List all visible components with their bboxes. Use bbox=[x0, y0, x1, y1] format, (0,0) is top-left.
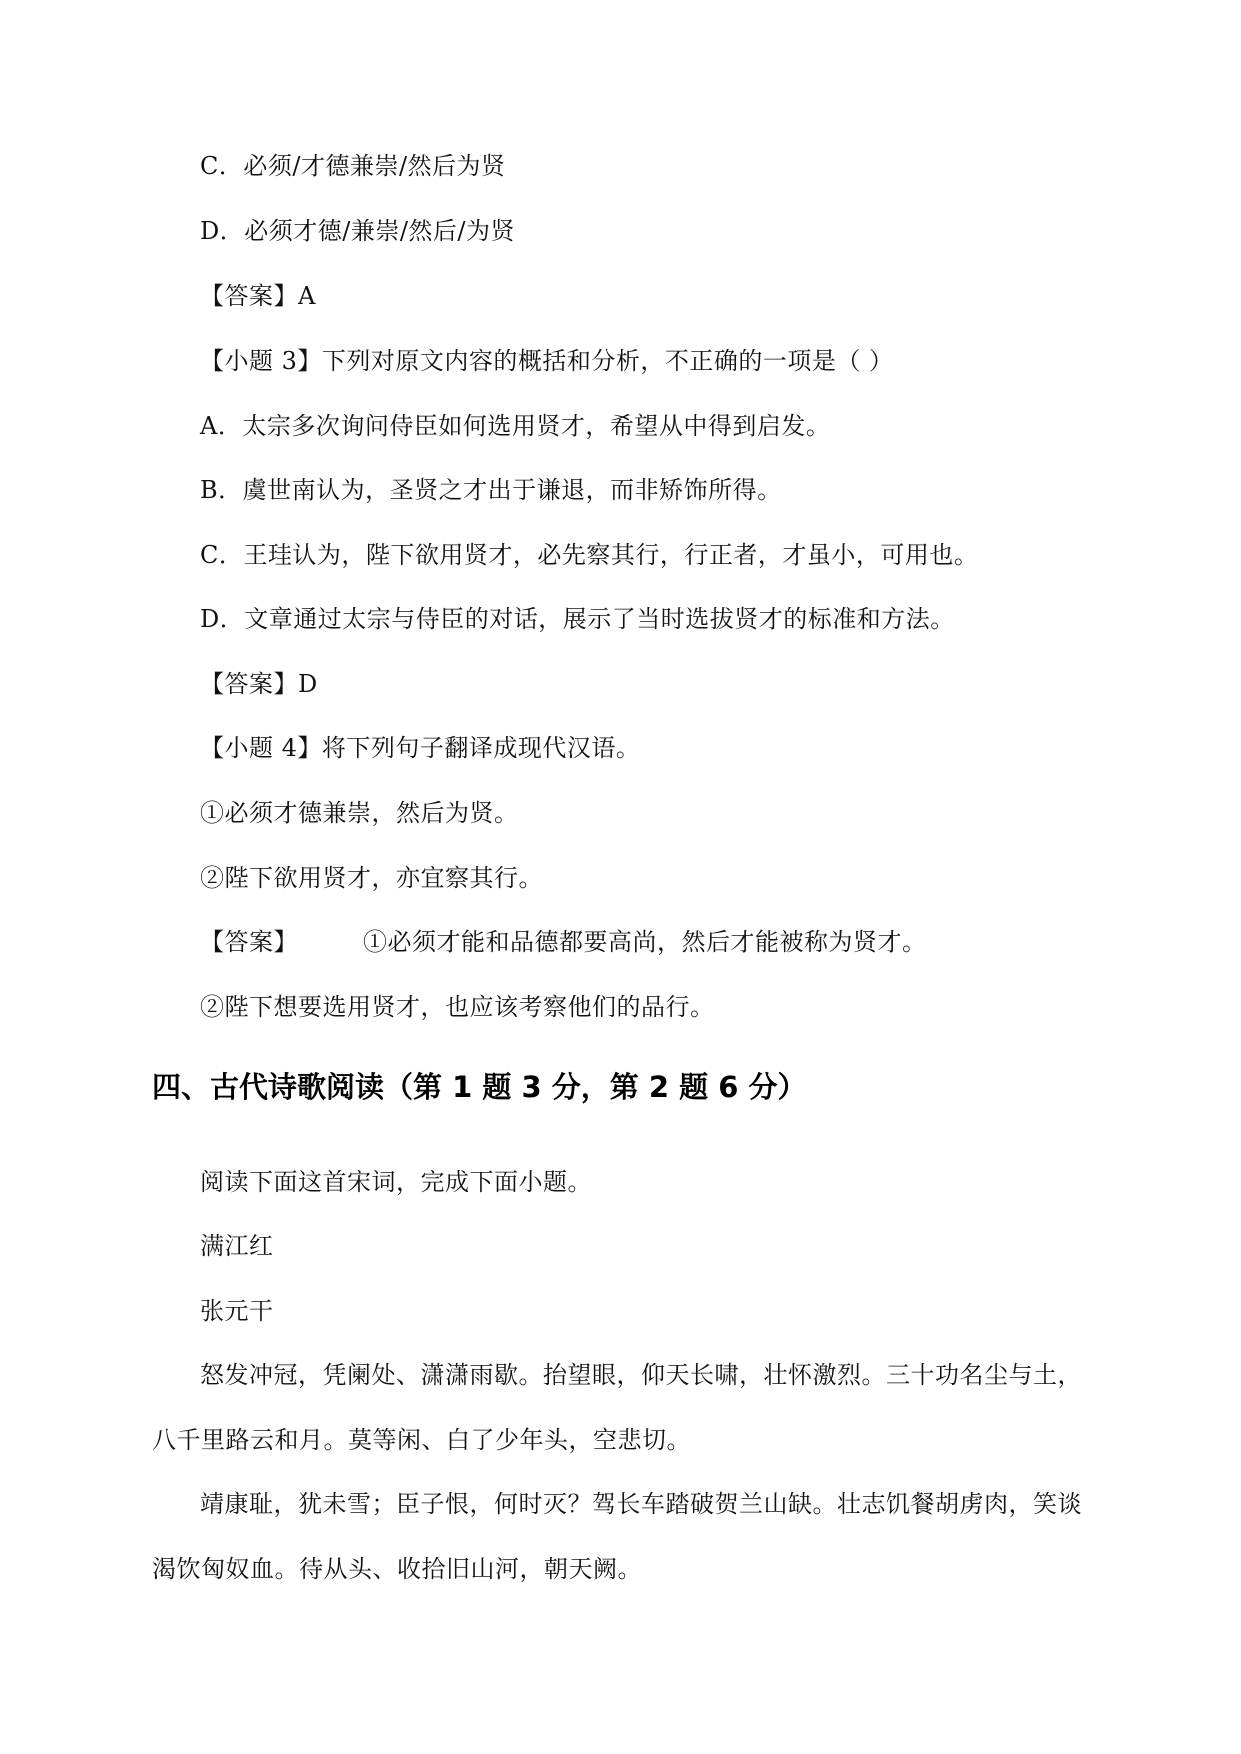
q4-answer-line bbox=[200, 926, 927, 958]
q4-answer-label: 【答案】 bbox=[200, 928, 298, 956]
section-heading: 四、古代诗歌阅读（第 1 题 3 分，第 2 题 6 分） bbox=[152, 1070, 807, 1104]
option-c-line: C．必须/才德兼崇/然后为贤 bbox=[200, 152, 506, 180]
q3-option-a: A．太宗多次询问侍臣如何选用贤才，希望从中得到启发。 bbox=[200, 412, 831, 440]
poem-title: 满江红 bbox=[200, 1232, 274, 1260]
poem-stanza-1-line-1: 怒发冲冠，凭阑处、潇潇雨歇。抬望眼，仰天长啸，壮怀激烈。三十功名尘与土， bbox=[200, 1361, 1082, 1389]
q4-answer-text-1: ①必须才能和品德都要高尚，然后才能被称为贤才。 bbox=[363, 928, 927, 956]
q4-answer-text-2: ②陛下想要选用贤才，也应该考察他们的品行。 bbox=[200, 993, 715, 1021]
poem-author: 张元干 bbox=[200, 1297, 274, 1325]
q4-sentence-2: ②陛下欲用贤才，亦宜察其行。 bbox=[200, 864, 543, 892]
poem-stanza-2-line-2: 渴饮匈奴血。待从头、收拾旧山河，朝天阙。 bbox=[152, 1555, 642, 1583]
q4-sentence-1: ①必须才德兼崇，然后为贤。 bbox=[200, 799, 519, 827]
poem-intro: 阅读下面这首宋词，完成下面小题。 bbox=[200, 1168, 592, 1196]
q3-option-b: B．虞世南认为，圣贤之才出于谦退，而非矫饰所得。 bbox=[200, 476, 782, 504]
answer-line: 【答案】A bbox=[200, 282, 316, 310]
question-4-prompt: 【小题 4】将下列句子翻译成现代汉语。 bbox=[200, 734, 641, 762]
poem-stanza-2-line-1: 靖康耻，犹未雪；臣子恨，何时灭？驾长车踏破贺兰山缺。壮志饥餐胡虏肉，笑谈 bbox=[200, 1490, 1082, 1518]
q3-option-c: C．王珪认为，陛下欲用贤才，必先察其行，行正者，才虽小，可用也。 bbox=[200, 541, 979, 569]
question-3-prompt: 【小题 3】下列对原文内容的概括和分析，不正确的一项是（ ） bbox=[200, 347, 894, 375]
q3-answer-line: 【答案】D bbox=[200, 670, 318, 698]
option-d-line: D．必须才德/兼崇/然后/为贤 bbox=[200, 217, 515, 245]
poem-stanza-1-line-2: 八千里路云和月。莫等闲、白了少年头，空悲切。 bbox=[152, 1426, 691, 1454]
q3-option-d: D．文章通过太宗与侍臣的对话，展示了当时选拔贤才的标准和方法。 bbox=[200, 605, 955, 633]
